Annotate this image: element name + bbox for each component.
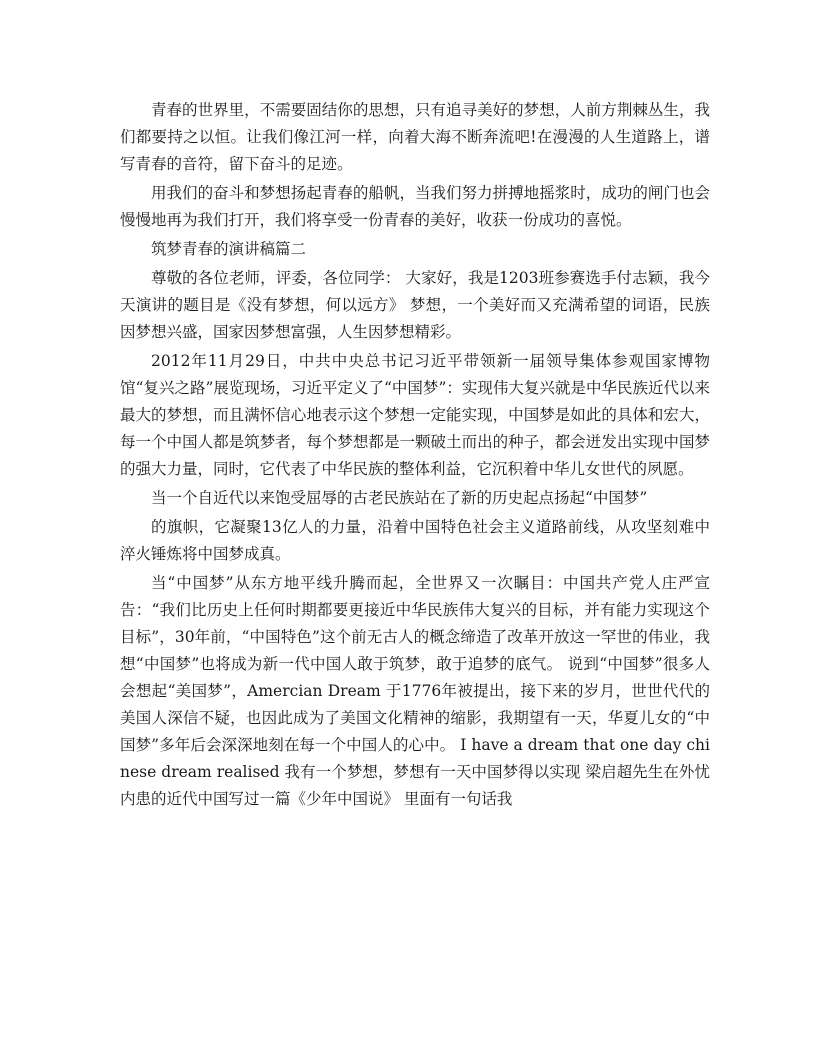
- paragraph-youth-world: 青春的世界里，不需要固结你的思想，只有追寻美好的梦想，人前方荆棘丛生，我们都要持之以恒。让我们像江河一样，向着大海不断奔流吧!在漫漫的人生道路上，谱写青春的音符，留下奋斗的足迹。: [120, 101, 710, 173]
- section-heading: 筑梦青春的演讲稿篇二: [151, 240, 307, 258]
- paragraph-china-dream: 当“中国梦”从东方地平线升腾而起，全世界又一次瞩目：中国共产党人庄严宣告：“我们比历史上任何时期都要更接近中华民族伟大复兴的目标，并有能力实现这个目标”，30年前，“中国特色”这个前无古人的概念缔造了改革开放这一罕世的伟业，我想“中国梦”也将成为新一代中国人敢于筑梦，敢于追梦的底气。 说到“中国梦”很多人会想起“美国梦”，Amercian Dream 于1776年被提出，接下来的岁月，世世代代的美国人深信不疑，也因此成为了美国文化精神的缩影，我期望有一天，华夏儿女的“中国梦”多年后会深深地刻在每一个中国人的心中。 I have a dream that one day chinese dream realised 我有一个梦想，梦想有一天中国梦得以实现 梁启超先生在外忧内患的近代中国写过一篇《少年中国说》 里面有一句话我: [120, 574, 710, 808]
- paragraph-youth-sail: 用我们的奋斗和梦想扬起青春的船帆，当我们努力拼搏地摇浆时，成功的闸门也会慢慢地再为我们打开，我们将享受一份青春的美好，收获一份成功的喜悦。: [120, 184, 710, 229]
- document-body: [120, 97, 710, 815]
- paragraph-ancient-nation: 当一个自近代以来饱受屈辱的古老民族站在了新的历史起点扬起“中国梦”: [151, 489, 648, 507]
- paragraph-2012-museum: 2012年11月29日，中共中央总书记习近平带领新一届领导集体参观国家博物馆“复兴之路”展览现场，习近平定义了“中国梦”：实现伟大复兴就是中华民族近代以来最大的梦想，而且满怀信心地表示这个梦想一定能实现，中国梦是如此的具体和宏大，每一个中国人都是筑梦者，每个梦想都是一颗破土而出的种子，都会迸发出实现中国梦的强大力量，同时，它代表了中华民族的整体利益，它沉积着中华儿女世代的夙愿。: [120, 352, 710, 478]
- paragraph-greeting: 尊敬的各位老师，评委，各位同学： 大家好，我是1203班参赛选手付志颖，我今天演讲的题目是《没有梦想，何以远方》 梦想，一个美好而又充满希望的词语，民族因梦想兴盛，国家因梦想富强，人生因梦想精彩。: [120, 269, 710, 341]
- paragraph-banner: 的旗帜，它凝聚13亿人的力量，沿着中国特色社会主义道路前线，从攻坚刻难中淬火锤炼将中国梦成真。: [120, 518, 710, 563]
